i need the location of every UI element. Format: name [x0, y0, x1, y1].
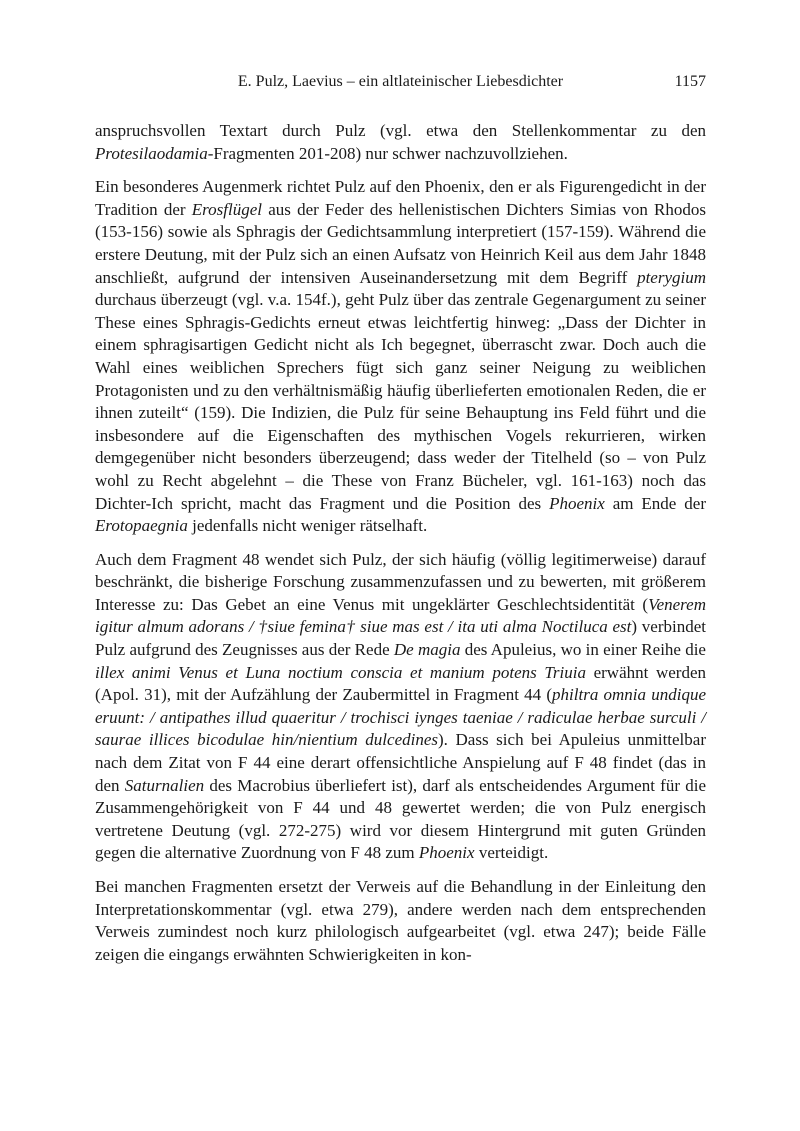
paragraph: [95, 120, 706, 165]
italic-text-run: Phoenix: [418, 843, 475, 863]
text-run: -Fragmenten 201-208) nur schwer nachzuvollziehen.: [207, 143, 568, 163]
text-run: ) verbindet Pulz aufgrund des Zeugnisses aus der Rede: [95, 617, 706, 660]
italic-text-run: Venerem igitur almum adorans / †siue femina† siue mas est / ita uti alma Noctiluca est: [95, 594, 706, 637]
text-run: aus der Feder des hellenistischen Dichters Simias von Rhodos (153-156) sowie als Sphragis der Gedichtsammlung interpretiert (157-159). Während die erstere Deutung, mit der Pulz sich an einen Aufsatz von Heinrich Keil aus dem Jahr 1848 anschließt, aufgrund der intensiven Auseinandersetzung mit dem Begriff: [95, 199, 706, 287]
text-run: Auch dem Fragment 48 wendet sich Pulz, der sich häufig (völlig legitimerweise) darauf beschränkt, die bisherige Forschung zusammenzufassen und zu bewerten, mit größerem Interesse zu: Das Gebet an eine Venus mit ungeklärter Geschlechtsidentität (: [95, 549, 706, 614]
running-header-title: E. Pulz, Laevius – ein altlateinischer Liebesdichter: [237, 73, 564, 90]
text-run: Bei manchen Fragmenten ersetzt der Verweis auf die Behandlung in der Einleitung den Interpretationskommentar (vgl. etwa 279), andere werden nach dem entsprechenden Verweis zumindest noch kurz philologisch aufgearbeitet (vgl. etwa 247); beide Fälle zeigen die eingangs erwähnten Schwierigkeiten in kon-: [95, 877, 706, 964]
text-run: ). Dass sich bei Apuleius unmittelbar nach dem Zitat von F 44 eine derart offensichtliche Anspielung auf F 48 findet (das in den: [95, 730, 706, 795]
text-run: erwähnt werden (Apol. 31), mit der Aufzählung der Zaubermittel in Fragment 44 (: [95, 662, 707, 705]
running-header: [95, 72, 706, 92]
text-run: durchaus überzeugt (vgl. v.a. 154f.), geht Pulz über das zentrale Gegenargument zu seiner These eines Sphragis-Gedichts erneut etwas leichtfertig hinweg: „Dass der Dichter in einem sphragisartigen Gedicht nicht als Ich begegnet, überrascht zwar. Doch auch die Wahl eines weiblichen Sprechers fügt sich ganz seiner Neigung zu weiblichen Protagonisten und zu den verhältnismäßig häufig überlieferten emotionalen Reden, die er ihnen zuteilt“ (159). Die Indizien, die Pulz für seine Behauptung ins Feld führt und die insbesondere auf die Eigenschaften des mythischen Vogels rekurrieren, wirken demgegenüber nicht besonders überzeugend; dass weder der Titelheld (so – von Pulz wohl zu Recht abgelehnt – die These von Franz Bücheler, vgl. 161-163) noch das Dichter-Ich spricht, macht das Fragment und die Position des: [95, 290, 706, 513]
italic-text-run: philtra omnia undique eruunt: / antipathes illud quaeritur / trochisci iynges taeniae / radiculae herbae surculi / saurae illices bicodulae hin/nientium dulcedines: [95, 685, 706, 750]
text-run: des Apuleius, wo in einer Reihe die: [460, 640, 706, 660]
italic-text-run: pterygium: [637, 267, 706, 287]
italic-text-run: Protesilaodamia: [95, 143, 208, 163]
text-run: am Ende der: [604, 493, 707, 513]
paragraph: [95, 176, 706, 538]
page-number: 1157: [674, 73, 706, 90]
text-run: jedenfalls nicht weniger rätselhaft.: [187, 516, 428, 536]
text-run: verteidigt.: [474, 843, 549, 863]
italic-text-run: Saturnalien: [124, 775, 205, 795]
paragraph: [95, 549, 706, 865]
paragraph: [95, 876, 706, 966]
page-body: [95, 120, 706, 966]
italic-text-run: illex animi Venus et Luna noctium conscia et manium potens Triuia: [95, 662, 586, 682]
italic-text-run: Erotopaegnia: [95, 516, 188, 536]
italic-text-run: Erosflügel: [191, 199, 262, 219]
italic-text-run: De magia: [393, 640, 461, 660]
text-run: anspruchsvollen Textart durch Pulz (vgl. etwa den Stellenkommentar zu den: [95, 121, 706, 140]
italic-text-run: Phoenix: [549, 493, 605, 513]
text-run: des Macrobius überliefert ist), darf als entscheidendes Argument für die Zusammengehörigkeit von F 44 und 48 gewertet werden; die von Pulz energisch vertretene Deutung (vgl. 272-275) wird vor diesem Hintergrund mit guten Gründen gegen die alternative Zuordnung von F 48 zum: [95, 775, 707, 863]
text-run: Ein besonderes Augenmerk richtet Pulz auf den Phoenix, den er als Figurengedicht in der Tradition der: [95, 177, 706, 219]
